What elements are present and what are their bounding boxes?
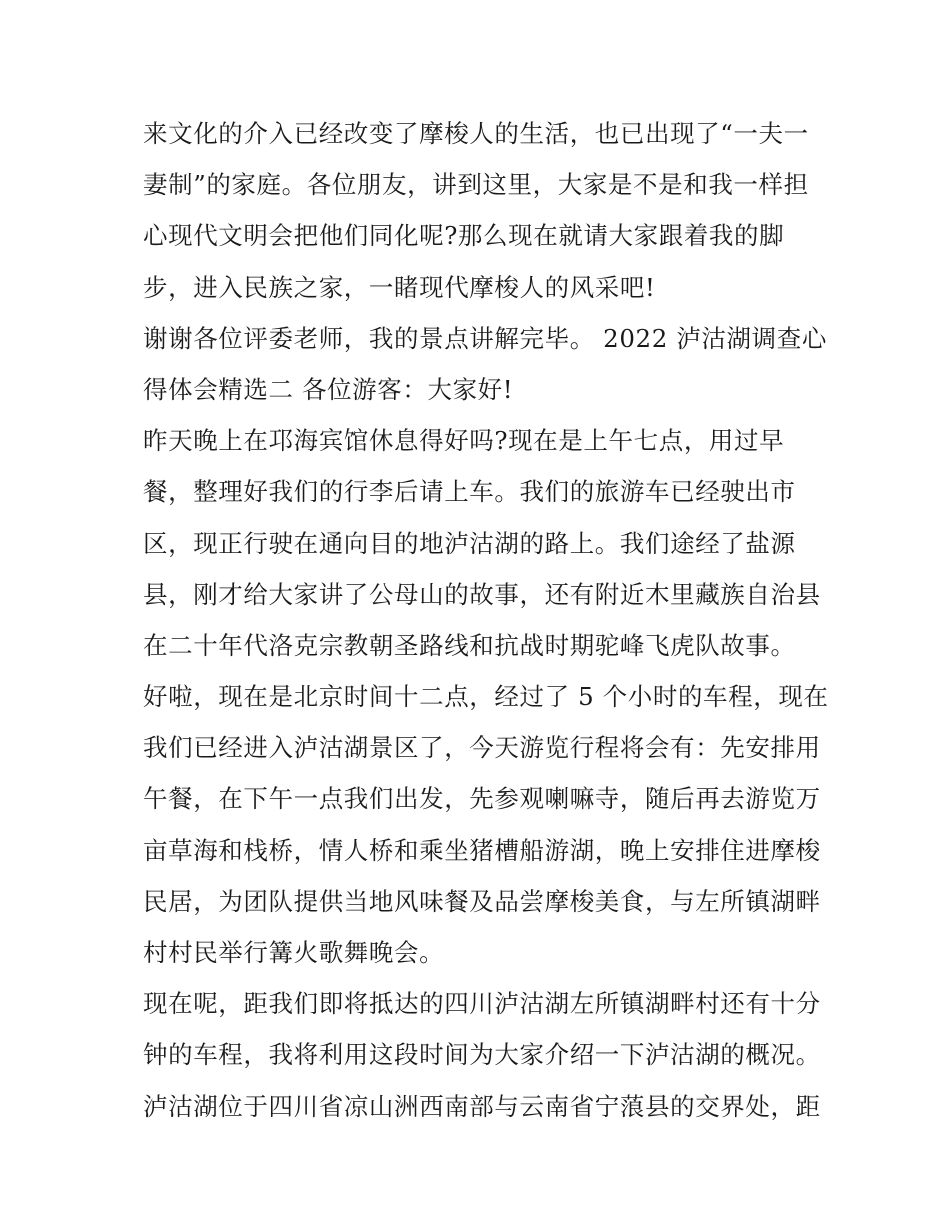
text-line: 区，现正行驶在通向目的地泸沽湖的路上。我们途经了盐源 (143, 528, 796, 558)
text-line: 心现代文明会把他们同化呢?那么现在就请大家跟着我的脚 (143, 221, 785, 251)
text-line: 餐，整理好我们的行李后请上车。我们的旅游车已经驶出市 (143, 477, 796, 507)
text-line: 钟的车程，我将利用这段时间为大家介绍一下泸沽湖的概况。 (143, 1040, 821, 1070)
text-line: 午餐，在下午一点我们出发，先参观喇嘛寺，随后再去游览万 (143, 784, 821, 814)
text-line: 得体会精选二 各位游客：大家好! (143, 374, 514, 404)
text-line: 昨天晚上在邛海宾馆休息得好吗?现在是上午七点，用过早 (143, 426, 785, 456)
text-line: 妻制”的家庭。各位朋友，讲到这里，大家是不是和我一样担 (143, 170, 809, 200)
text-line: 县，刚才给大家讲了公母山的故事，还有附近木里藏族自治县 (143, 579, 821, 609)
text-line: 现在呢，距我们即将抵达的四川泸沽湖左所镇湖畔村还有十分 (143, 989, 821, 1019)
text-line: 步，进入民族之家，一睹现代摩梭人的风采吧! (143, 272, 656, 302)
text-line: 村村民举行篝火歌舞晚会。 (143, 938, 445, 967)
text-line: 来文化的介入已经改变了摩梭人的生活，也已出现了“一夫一 (143, 119, 809, 148)
text-line: 亩草海和栈桥，情人桥和乘坐猪槽船游湖，晚上安排住进摩梭 (143, 835, 821, 865)
text-line: 我们已经进入泸沽湖景区了，今天游览行程将会有：先安排用 (143, 733, 821, 763)
text-line: 泸沽湖位于四川省凉山洲西南部与云南省宁蒗县的交界处，距 (143, 1091, 821, 1121)
text-line: 谢谢各位评委老师，我的景点讲解完毕。 2022 泸沽湖调查心 (143, 323, 827, 353)
body-text (143, 108, 829, 1132)
text-line: 在二十年代洛克宗教朝圣路线和抗战时期驼峰飞虎队故事。 (143, 630, 796, 660)
text-line: 民居，为团队提供当地风味餐及品尝摩梭美食，与左所镇湖畔 (143, 886, 821, 916)
text-line: 好啦，现在是北京时间十二点，经过了 5 个小时的车程，现在 (143, 682, 829, 712)
